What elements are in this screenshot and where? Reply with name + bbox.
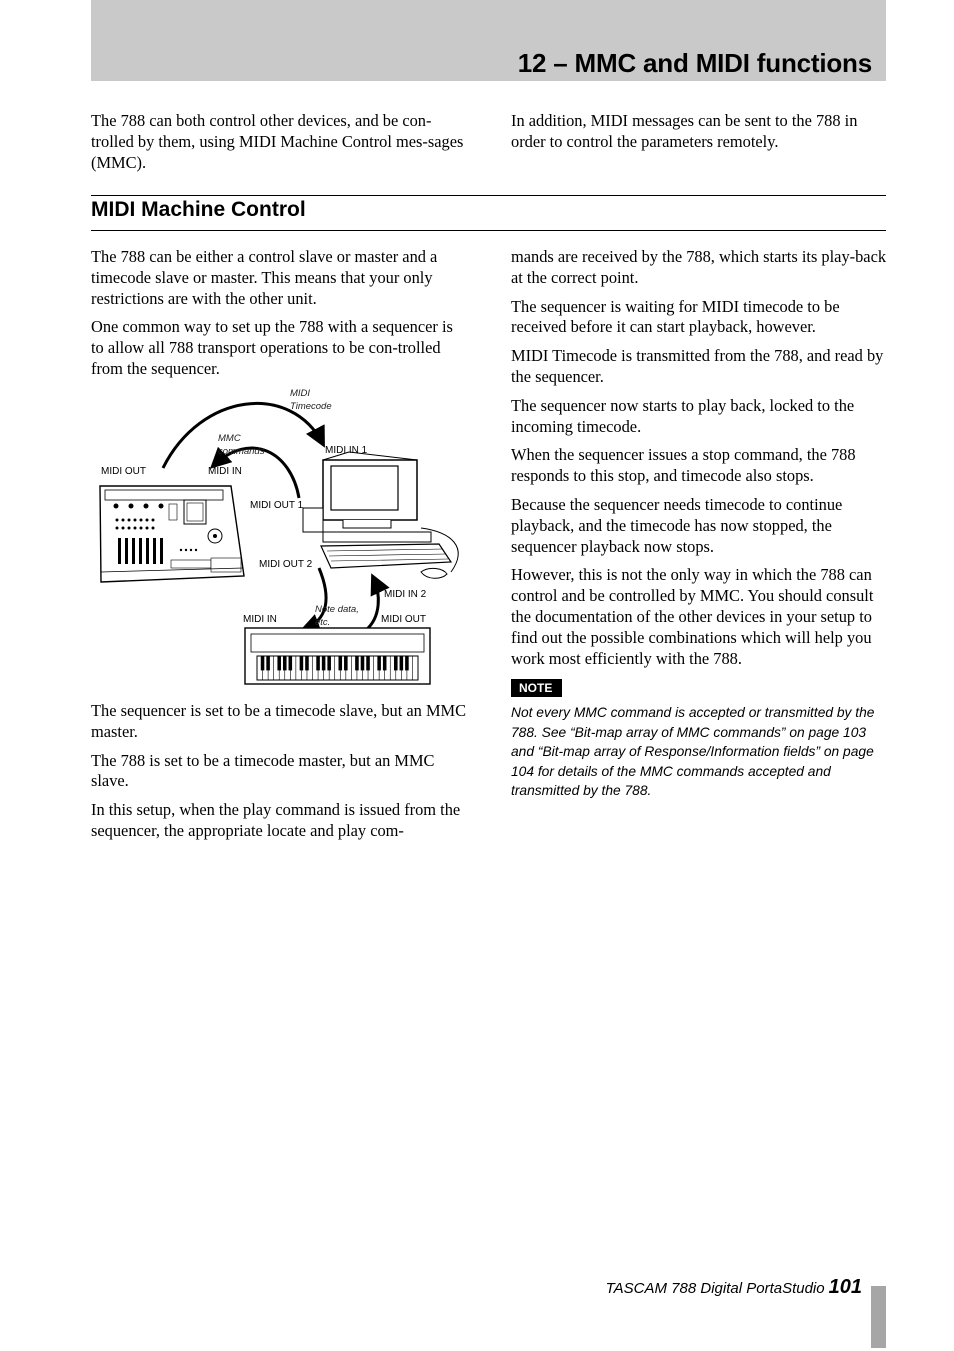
computer-sequencer [303,452,458,578]
thumb-index-tab [871,1286,886,1348]
body-paragraph: When the sequencer issues a stop command, the 788 responds to this stop, and timecode also stops. [511,445,856,486]
body-paragraph: MIDI Timecode is transmitted from the 788, and read by the sequencer. [511,346,884,386]
body-paragraph: The 788 can be either a control slave or master and a timecode slave or master. This means that your only restrictions are with the other unit. [91,247,438,308]
label-computer-midi-in-1: MIDI IN 1 [325,445,368,456]
black-key [322,656,326,670]
black-key [383,656,387,670]
body-paragraph: The 788 is set to be a timecode master, but an MMC slave. [91,750,435,791]
page-footer [606,1276,862,1299]
black-key [277,656,281,670]
body-paragraph: However, this is not the only way in which the 788 can control and be controlled by MMC. You should consult the documentation of the other devices in your setup to find out the possible combinations which will help you work most efficiently with the 788. [511,565,874,668]
black-key [283,656,287,670]
note-text: Not every MMC command is accepted or transmitted by the 788. See “Bit-map array of MMC commands” on page 103 and “Bit-map array of Response/Information fields” on page 104 for details of the MMC commands accepted and transmitted by the 788. [511,705,875,798]
chapter-header-band [91,0,886,81]
keyboard-midi-out-cable [366,577,378,630]
label-mmc-commands-line2: commands [218,446,265,457]
label-midi-timecode-line2: Timecode [290,401,332,412]
black-key [266,656,270,670]
left-column-upper [91,247,467,388]
black-key [327,656,331,670]
left-column-lower [91,701,467,850]
black-key [366,656,370,670]
section-title: MIDI Machine Control [91,198,306,221]
label-keyboard-midi-in: MIDI IN [243,614,277,625]
label-mmc-commands-line1: MMC [218,433,241,444]
body-paragraph: In this setup, when the play command is issued from the sequencer, the appropriate locate and play com- [91,800,461,840]
body-paragraph: mands are received by the 788, which starts its play-back at the correct point. [511,247,887,287]
label-portastudio-midi-in: MIDI IN [208,466,242,477]
body-paragraph: Because the sequencer needs timecode to continue playback, and the timecode has now stopped, the sequencer playback now stops. [511,494,843,556]
label-computer-midi-out-1: MIDI OUT 1 [250,500,304,511]
body-paragraph: The sequencer now starts to play back, locked to the incoming timecode. [511,395,855,436]
midi-timecode-cable [163,403,323,468]
black-key [400,656,404,670]
label-computer-midi-out-2: MIDI OUT 2 [259,559,313,570]
midi-keyboard [245,628,430,684]
intro-paragraph: The 788 can both control other devices, and be con-trolled by them, using MIDI Machine Control mes-sages (MMC). [91,111,464,172]
note-badge: NOTE [511,679,562,697]
black-key [316,656,320,670]
label-note-data-line1: Note data, [315,604,359,615]
black-key [300,656,304,670]
black-key [377,656,381,670]
chapter-title: 12 – MMC and MIDI functions [517,48,872,78]
label-keyboard-midi-out: MIDI OUT [381,614,426,625]
label-midi-timecode-line1: MIDI [290,388,311,399]
label-computer-midi-in-2: MIDI IN 2 [384,589,427,600]
midi-connection-diagram [91,382,471,694]
right-column [511,247,887,800]
black-key [405,656,409,670]
page-number: 101 [828,1276,862,1298]
black-key [338,656,342,670]
black-key [305,656,309,670]
portastudio-device [100,486,244,582]
label-portastudio-midi-out: MIDI OUT [101,466,146,477]
intro-left-column [91,111,467,181]
body-paragraph: The sequencer is set to be a timecode slave, but an MMC master. [91,701,467,741]
black-key [355,656,359,670]
body-paragraph: One common way to set up the 788 with a sequencer is to allow all 788 transport operations to be con-trolled from the sequencer. [91,317,453,378]
black-key [289,656,293,670]
black-key [261,656,265,670]
footer-product-name: TASCAM 788 Digital PortaStudio [605,1280,825,1297]
body-paragraph: The sequencer is waiting for MIDI timecode to be received before it can start playback, however. [511,296,840,337]
intro-right-column [511,111,887,161]
label-note-data-line2: etc. [315,617,331,628]
black-key [344,656,348,670]
black-key [394,656,398,670]
black-key [361,656,365,670]
section-rule-top [91,195,886,196]
intro-paragraph: In addition, MIDI messages can be sent to the 788 in order to control the parameters remotely. [511,111,858,151]
section-rule-bottom [91,230,886,231]
